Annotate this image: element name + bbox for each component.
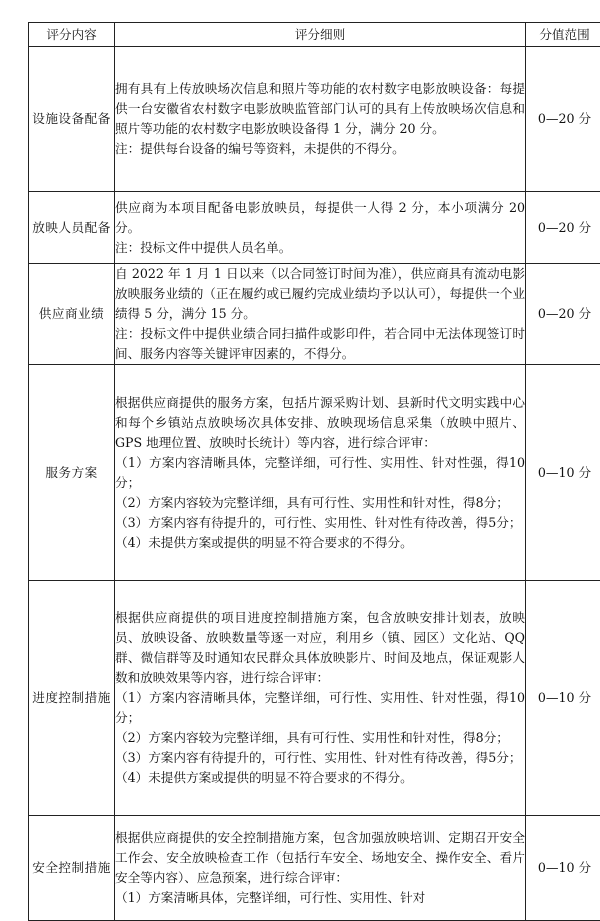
row-details (115, 47, 526, 192)
detail-item: （1）方案内容清晰具体，完整详细，可行性、实用性、针对性强，得10分； (115, 453, 525, 493)
row-score: 0—10 分 (526, 365, 600, 581)
scoring-table (28, 22, 600, 921)
row-score: 0—10 分 (526, 581, 600, 816)
table-row (29, 581, 600, 816)
row-score: 0—20 分 (526, 264, 600, 365)
row-score: 0—10 分 (526, 816, 600, 921)
detail-note: 注：投标文件中提供人员名单。 (115, 238, 525, 258)
detail-item: （3）方案内容有待提升的，可行性、实用性、针对性有待改善，得5分； (115, 748, 525, 768)
detail-item: （1）方案内容清晰具体，完整详细，可行性、实用性、针对性强，得10分； (115, 688, 525, 728)
detail-item: （4）未提供方案或提供的明显不符合要求的不得分。 (115, 533, 525, 553)
detail-note: 注：投标文件中提供业绩合同扫描件或影印件，若合同中无法体现签订时间、服务内容等关键评审因素的，不得分。 (115, 324, 525, 364)
table-header-row (29, 23, 600, 47)
header-category: 评分内容 (29, 23, 115, 47)
row-category: 供应商业绩 (29, 264, 115, 365)
table-row (29, 47, 600, 192)
detail-note: 注：提供每台设备的编号等资料，未提供的不得分。 (115, 139, 525, 159)
row-category: 服务方案 (29, 365, 115, 581)
row-category: 设施设备配备 (29, 47, 115, 192)
row-details (115, 816, 526, 921)
row-details (115, 581, 526, 816)
header-score: 分值范围 (526, 23, 600, 47)
table-row (29, 365, 600, 581)
row-category: 安全控制措施 (29, 816, 115, 921)
row-category: 放映人员配备 (29, 192, 115, 264)
detail-text: 根据供应商提供的安全控制措施方案，包含加强放映培训、定期召开安全工作会、安全放映检查工作（包括行车安全、场地安全、操作安全、看片安全等内容）、应急预案，进行综合评审： (115, 828, 525, 888)
detail-text: 根据供应商提供的服务方案，包括片源采购计划、县新时代文明实践中心和每个乡镇站点放映场次具体安排、放映现场信息采集（放映中照片、GPS 地理位置、放映时长统计）等内容，进行综合评审： (115, 393, 525, 453)
row-score: 0—20 分 (526, 47, 600, 192)
detail-text: 供应商为本项目配备电影放映员，每提供一人得 2 分，本小项满分 20 分。 (115, 198, 525, 238)
header-details: 评分细则 (115, 23, 526, 47)
detail-item: （4）未提供方案或提供的明显不符合要求的不得分。 (115, 768, 525, 788)
detail-item: （3）方案内容有待提升的，可行性、实用性、针对性有待改善，得5分； (115, 513, 525, 533)
detail-text: 自 2022 年 1 月 1 日以来（以合同签订时间为准），供应商具有流动电影放映服务业绩的（正在履约或已履约完成业绩均予以认可），每提供一个业绩得 5 分，满分 15 分。 (115, 264, 525, 324)
table-row (29, 192, 600, 264)
detail-item: （2）方案内容较为完整详细，具有可行性、实用性和针对性，得8分； (115, 728, 525, 748)
row-details (115, 192, 526, 264)
detail-text: 根据供应商提供的项目进度控制措施方案，包含放映安排计划表，放映员、放映设备、放映数量等逐一对应，利用乡（镇、园区）文化站、QQ 群、微信群等及时通知农民群众具体放映影片、时间及地点，保证观影人数和放映效果等内容，进行综合评审： (115, 608, 525, 688)
row-details (115, 264, 526, 365)
row-category: 进度控制措施 (29, 581, 115, 816)
table-row (29, 264, 600, 365)
row-score: 0—20 分 (526, 192, 600, 264)
table-row (29, 816, 600, 921)
detail-item: （2）方案内容较为完整详细，具有可行性、实用性和针对性，得8分； (115, 493, 525, 513)
detail-text: 拥有具有上传放映场次信息和照片等功能的农村数字电影放映设备：每提供一台安徽省农村数字电影放映监管部门认可的具有上传放映场次信息和照片等功能的农村数字电影放映设备得 1 分，满分 20 分。 (115, 79, 525, 139)
row-details (115, 365, 526, 581)
detail-item: （1）方案清晰具体，完整详细，可行性、实用性、针对 (115, 888, 525, 908)
